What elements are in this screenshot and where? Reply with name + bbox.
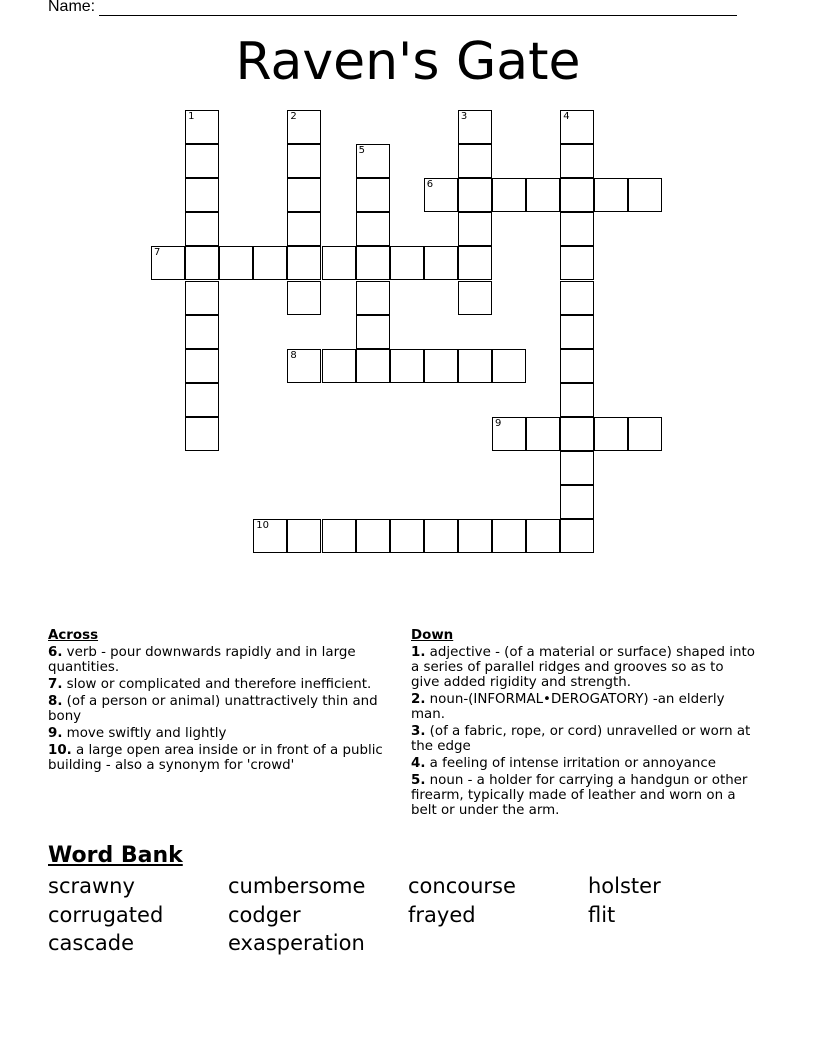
crossword-cell[interactable] — [594, 178, 628, 212]
word-bank-word: concourse — [408, 874, 516, 898]
crossword-cell[interactable] — [424, 178, 458, 212]
crossword-cell[interactable] — [594, 417, 628, 451]
crossword-cell[interactable] — [424, 246, 458, 280]
crossword-cell[interactable] — [560, 110, 594, 144]
clue-number: 2 — [290, 111, 297, 122]
word-bank-word: codger — [228, 902, 301, 927]
crossword-cell[interactable] — [322, 519, 356, 553]
crossword-cell[interactable] — [458, 110, 492, 144]
crossword-cell[interactable] — [356, 178, 390, 212]
crossword-cell[interactable] — [356, 519, 390, 553]
crossword-cell[interactable] — [287, 519, 321, 553]
crossword-cell[interactable] — [458, 281, 492, 315]
crossword-cell[interactable] — [492, 417, 526, 451]
across-clue: 6. verb - pour downwards rapidly and in large quantities. — [48, 645, 356, 675]
clue-number: 4 — [563, 111, 570, 122]
crossword-cell[interactable] — [526, 417, 560, 451]
clue-number: 1 — [188, 111, 195, 122]
crossword-cell[interactable] — [287, 144, 321, 178]
crossword-cell[interactable] — [390, 246, 424, 280]
crossword-cell[interactable] — [560, 246, 594, 280]
crossword-cell[interactable] — [356, 212, 390, 246]
across-clue: 10. a large open area inside or in front of a public building - also a synonym for 'crowd' — [48, 743, 383, 773]
crossword-cell[interactable] — [560, 349, 594, 383]
down-clue: 4. a feeling of intense irritation or annoyance — [411, 756, 716, 771]
clue-number: 7 — [154, 247, 161, 259]
crossword-cell[interactable] — [560, 178, 594, 212]
crossword-cell[interactable] — [356, 246, 390, 280]
crossword-cell[interactable] — [492, 349, 526, 383]
crossword-cell[interactable] — [458, 349, 492, 383]
crossword-cell[interactable] — [390, 519, 424, 553]
down-clue: 2. noun-(INFORMAL•DEROGATORY) -an elderly man. — [411, 692, 725, 722]
clue-number: 9 — [495, 417, 502, 429]
crossword-cell[interactable] — [356, 349, 390, 383]
name-label: Name: — [48, 0, 96, 15]
crossword-cell[interactable] — [287, 281, 321, 315]
crossword-cell[interactable] — [185, 212, 219, 246]
crossword-cell[interactable] — [185, 144, 219, 178]
crossword-cell[interactable] — [287, 178, 321, 212]
crossword-cell[interactable] — [458, 178, 492, 212]
across-clues — [48, 628, 398, 775]
crossword-cell[interactable] — [458, 519, 492, 553]
word-bank-word: holster — [588, 874, 661, 898]
crossword-cell[interactable] — [560, 383, 594, 417]
crossword-cell[interactable] — [526, 178, 560, 212]
clue-number: 8 — [290, 349, 297, 361]
crossword-cell[interactable] — [424, 519, 458, 553]
word-bank-title: Word Bank — [48, 843, 183, 868]
crossword-cell[interactable] — [526, 519, 560, 553]
crossword-cell[interactable] — [185, 281, 219, 315]
crossword-cell[interactable] — [322, 246, 356, 280]
down-clue: 1. adjective - (of a material or surface) shaped into a series of parallel ridges and grooves so as to give added rigidity and strength. — [411, 645, 755, 690]
crossword-cell[interactable] — [458, 246, 492, 280]
word-bank-word: corrugated — [48, 902, 164, 927]
crossword-cell[interactable] — [185, 246, 219, 280]
crossword-cell[interactable] — [390, 349, 424, 383]
crossword-cell[interactable] — [185, 178, 219, 212]
crossword-cell[interactable] — [560, 451, 594, 485]
word-bank-word: cascade — [48, 931, 135, 955]
down-clue: 5. noun - a holder for carrying a handgun or other firearm, typically made of leather and worn on a belt or under the arm. — [411, 773, 748, 818]
crossword-cell[interactable] — [492, 519, 526, 553]
page-title: Raven's Gate — [235, 32, 581, 92]
crossword-cell[interactable] — [287, 212, 321, 246]
across-heading: Across — [48, 628, 99, 643]
down-heading: Down — [411, 628, 454, 643]
word-bank — [48, 872, 768, 958]
crossword-cell[interactable] — [458, 212, 492, 246]
crossword-cell[interactable] — [356, 144, 390, 178]
crossword-cell[interactable] — [560, 485, 594, 519]
crossword-cell[interactable] — [424, 349, 458, 383]
down-clues — [411, 628, 756, 820]
crossword-cell[interactable] — [185, 315, 219, 349]
crossword-cell[interactable] — [185, 417, 219, 451]
crossword-cell[interactable] — [628, 417, 662, 451]
crossword-cell[interactable] — [185, 110, 219, 144]
crossword-cell[interactable] — [560, 281, 594, 315]
crossword-cell[interactable] — [253, 246, 287, 280]
clue-number: 3 — [460, 111, 468, 122]
word-bank-word: exasperation — [228, 931, 365, 955]
crossword-cell[interactable] — [185, 383, 219, 417]
crossword-cell[interactable] — [151, 246, 185, 280]
crossword-cell[interactable] — [560, 212, 594, 246]
across-clue: 9. move swiftly and lightly — [48, 726, 227, 741]
crossword-cell[interactable] — [560, 417, 594, 451]
crossword-cell[interactable] — [560, 144, 594, 178]
crossword-cell[interactable] — [219, 246, 253, 280]
clue-number: 5 — [358, 145, 365, 157]
word-bank-word: cumbersome — [228, 874, 366, 898]
across-clue: 8. (of a person or animal) unattractively thin and bony — [48, 694, 378, 724]
crossword-cell[interactable] — [322, 349, 356, 383]
crossword-cell[interactable] — [356, 281, 390, 315]
clue-number: 6 — [426, 179, 434, 191]
crossword-cell[interactable] — [560, 315, 594, 349]
crossword-cell[interactable] — [287, 246, 321, 280]
crossword-cell[interactable] — [356, 315, 390, 349]
down-clue: 3. (of a fabric, rope, or cord) unravelled or worn at the edge — [411, 724, 751, 754]
crossword-cell[interactable] — [287, 349, 321, 383]
word-bank-word: flit — [588, 902, 616, 927]
crossword-cell[interactable] — [185, 349, 219, 383]
crossword-cell[interactable] — [628, 178, 662, 212]
crossword-cell[interactable] — [287, 110, 321, 144]
crossword-cell[interactable] — [560, 519, 594, 553]
clue-number: 10 — [256, 520, 270, 532]
word-bank-word: scrawny — [48, 874, 135, 898]
crossword-cell[interactable] — [492, 178, 526, 212]
across-clue: 7. slow or complicated and therefore inefficient. — [48, 677, 372, 692]
crossword-cell[interactable] — [253, 519, 287, 553]
word-bank-word: frayed — [408, 902, 476, 927]
crossword-cell[interactable] — [458, 144, 492, 178]
